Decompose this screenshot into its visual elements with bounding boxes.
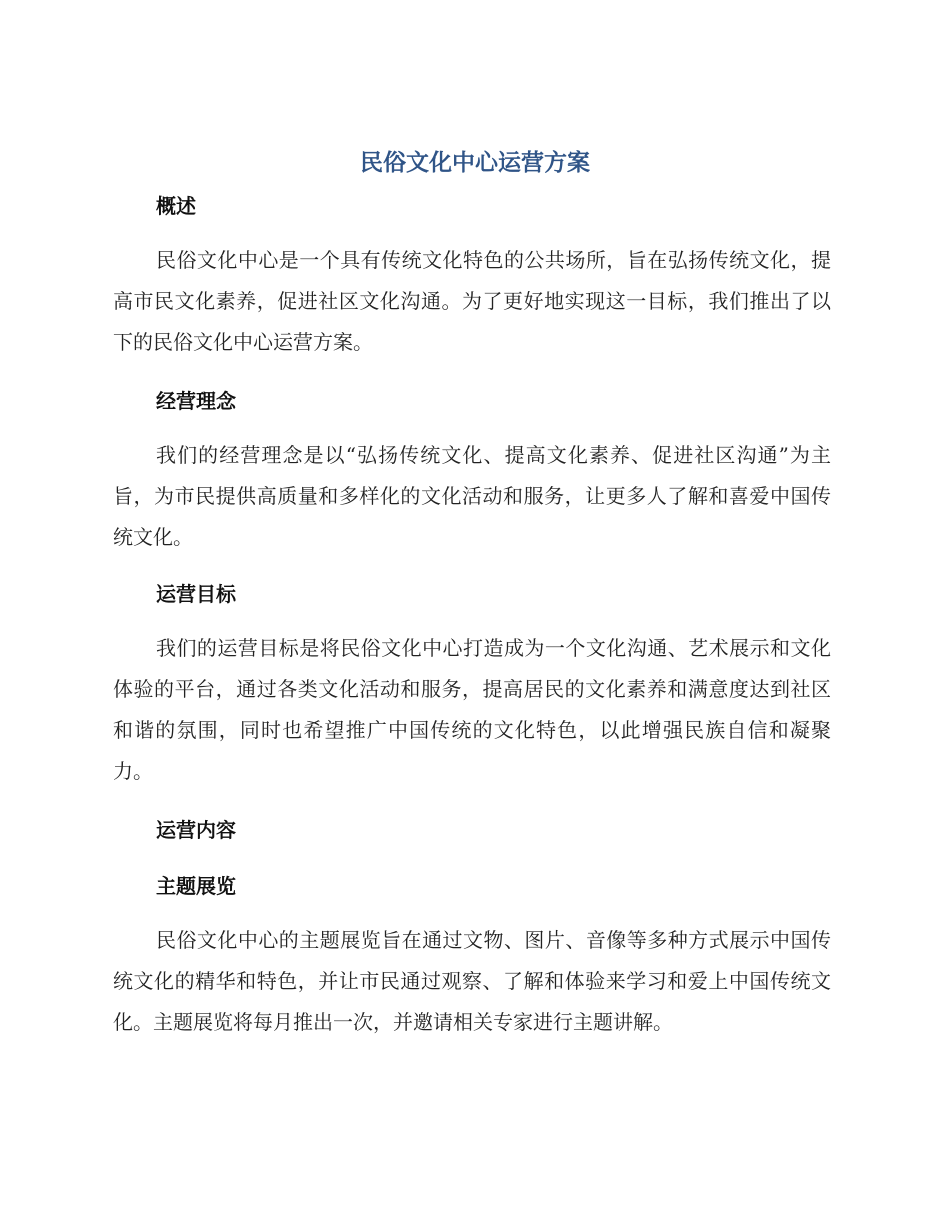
section-body-exhibition: 民俗文化中心的主题展览旨在通过文物、图片、音像等多种方式展示中国传统文化的精华和特色，并让市民通过观察、了解和体验来学习和爱上中国传统文化。主题展览将每月推出一次，并邀请相关专家进行主题讲解。 (113, 928, 831, 1034)
section-heading-philosophy: 经营理念 (156, 389, 236, 413)
section-heading-overview: 概述 (156, 194, 196, 218)
section-heading-goals: 运营目标 (156, 582, 236, 606)
section-body-goals: 我们的运营目标是将民俗文化中心打造成为一个文化沟通、艺术展示和文化体验的平台，通过各类文化活动和服务，提高居民的文化素养和满意度达到社区和谐的氛围，同时也希望推广中国传统的文化特色，以此增强民族自信和凝聚力。 (113, 636, 831, 783)
section-body-overview: 民俗文化中心是一个具有传统文化特色的公共场所，旨在弘扬传统文化，提高市民文化素养，促进社区文化沟通。为了更好地实现这一目标，我们推出了以下的民俗文化中心运营方案。 (113, 248, 831, 354)
section-heading-content: 运营内容 (156, 818, 236, 842)
document-title: 民俗文化中心运营方案 (360, 150, 590, 176)
section-heading-exhibition: 主题展览 (156, 874, 236, 898)
section-body-philosophy: 我们的经营理念是以“弘扬传统文化、提高文化素养、促进社区沟通”为主旨，为市民提供高质量和多样化的文化活动和服务，让更多人了解和喜爱中国传统文化。 (113, 443, 831, 549)
